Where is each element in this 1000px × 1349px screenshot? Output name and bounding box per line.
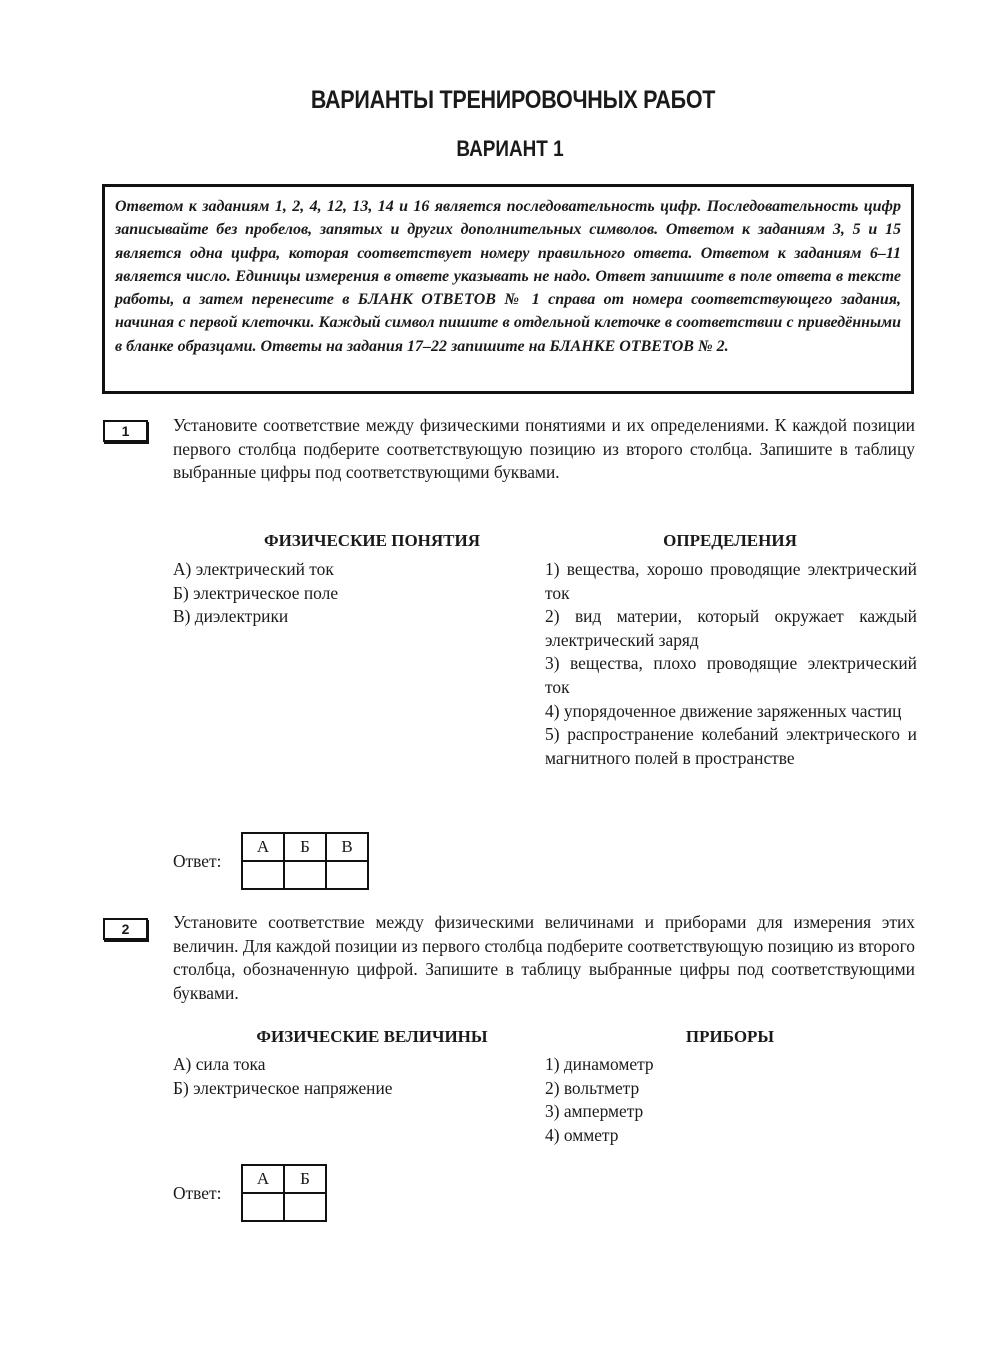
task-2-text: Установите соответствие между физическими величинами и приборами для измерения этих величин. Для каждой позиции из первого столбца подберите соответствующую позицию из второго столбца, обозначенную цифрой. Запишите в таблицу выбранные цифры под соответствующими буквами. — [173, 912, 915, 1003]
page-title: ВАРИАНТЫ ТРЕНИРОВОЧНЫХ РАБОТ — [310, 86, 716, 114]
task-1-right-list — [545, 558, 917, 770]
answer-cell[interactable] — [284, 861, 326, 889]
list-item: 1) вещества, хорошо проводящие электрический ток — [545, 559, 917, 603]
task-number-badge: 2 — [103, 918, 148, 940]
answer-cell[interactable] — [284, 1193, 326, 1221]
list-item: 1) динамометр — [545, 1054, 654, 1074]
answer-cell[interactable] — [242, 1193, 284, 1221]
instructions-box: Ответом к заданиям 1, 2, 4, 12, 13, 14 и 16 является последовательность цифр. Последовательность цифр записывайте без пробелов, запятых и других дополнительных символов. Ответом к заданиям 3, 5 и 15 является одна цифра, которая соответствует номеру правильного ответа. Ответом к заданиям 6–11 является число. Единицы измерения в ответе указывать не надо. Ответ запишите в поле ответа в тексте работы, а затем перенесите в БЛАНК ОТВЕТОВ № 1 справа от номера соответствующего задания, начиная с первой клеточки. Каждый символ пишите в отдельной клеточке в соответствии с приведёнными в бланке образцами. Ответы на задания 17–22 запишите на БЛАНКЕ ОТВЕТОВ № 2. — [102, 184, 914, 394]
task-number-badge: 1 — [103, 420, 148, 442]
task-1-right-header: ОПРЕДЕЛЕНИЯ — [663, 531, 797, 550]
list-item: 2) вид материи, который окружает каждый электрический заряд — [545, 606, 917, 650]
answer-column-header: А — [242, 833, 284, 861]
task-1-text: Установите соответствие между физическими понятиями и их определениями. К каждой позиции первого столбца подберите соответствующую позицию из второго столбца. Запишите в таблицу выбранные цифры под соответствующими буквами. — [173, 415, 915, 483]
answer-cell[interactable] — [242, 861, 284, 889]
task-2-right-list — [545, 1053, 917, 1147]
list-item: 4) омметр — [545, 1124, 619, 1145]
list-item: 4) упорядоченное движение заряженных частиц — [545, 700, 902, 721]
answer-label: Ответ: — [173, 1183, 222, 1203]
list-item: 3) вещества, плохо проводящие электрический ток — [545, 653, 917, 697]
list-item: Б) электрическое поле — [173, 582, 339, 603]
task-1-left-list — [173, 558, 513, 629]
answer-column-header: А — [242, 1165, 284, 1193]
task-1-answer-table — [241, 832, 369, 890]
task-2-answer-table — [241, 1164, 327, 1222]
list-item: Б) электрическое напряжение — [173, 1077, 393, 1098]
list-item: В) диэлектрики — [173, 606, 289, 627]
answer-label: Ответ: — [173, 851, 222, 871]
list-item: 2) вольтметр — [545, 1077, 640, 1098]
task-1-left-header: ФИЗИЧЕСКИЕ ПОНЯТИЯ — [263, 531, 481, 550]
list-item: А) электрический ток — [173, 559, 334, 579]
answer-column-header: Б — [284, 833, 326, 861]
list-item: А) сила тока — [173, 1054, 266, 1074]
variant-title: ВАРИАНТ 1 — [456, 136, 564, 161]
list-item: 5) распространение колебаний электрического и магнитного полей в пространстве — [545, 724, 917, 768]
answer-column-header: В — [326, 833, 368, 861]
task-2-left-list — [173, 1053, 513, 1100]
task-2-left-header: ФИЗИЧЕСКИЕ ВЕЛИЧИНЫ — [256, 1027, 488, 1046]
answer-cell[interactable] — [326, 861, 368, 889]
answer-column-header: Б — [284, 1165, 326, 1193]
task-2-right-header: ПРИБОРЫ — [685, 1027, 775, 1046]
list-item: 3) амперметр — [545, 1101, 644, 1122]
